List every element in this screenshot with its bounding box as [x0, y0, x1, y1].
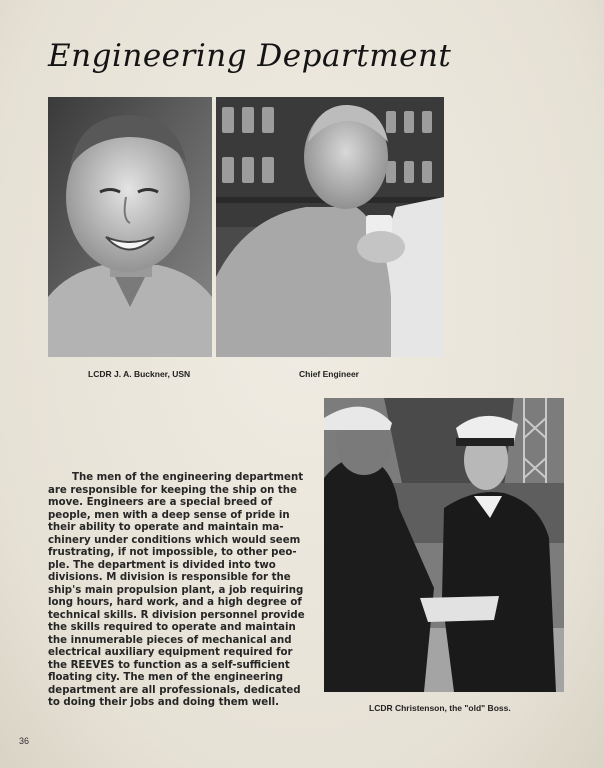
- photo-caption-christenson: LCDR Christenson, the "old" Boss.: [369, 703, 511, 713]
- body-line: the innumerable pieces of mechanical and: [48, 634, 292, 646]
- body-line: the skills required to operate and maintain: [48, 622, 296, 633]
- body-line: people, men with a deep sense of pride in: [48, 509, 290, 521]
- chief-engineer-photo: [216, 97, 444, 357]
- handshake-ceremony-photo: [324, 398, 564, 692]
- body-line: floating city. The men of the engineering: [48, 672, 284, 683]
- page-number: 36: [19, 736, 30, 746]
- body-line: divisions. M division is responsible for the: [48, 572, 291, 583]
- body-line: chinery under conditions which would seem: [48, 534, 301, 546]
- body-line: frustrating, if not impossible, to other peo-: [48, 547, 297, 558]
- portrait-photo-buckner: [48, 97, 212, 357]
- body-line: ship's main propulsion plant, a job requiring: [48, 584, 304, 596]
- page-title: Engineering Department: [48, 38, 452, 74]
- body-line: ple. The department is divided into two: [48, 559, 276, 571]
- body-line: are responsible for keeping the ship on the: [48, 484, 297, 496]
- body-line: technical skills. R division personnel provide: [48, 609, 305, 621]
- body-line: The men of the engineering department: [72, 472, 304, 483]
- body-line: electrical auxiliary equipment required for: [48, 647, 293, 658]
- body-line: long hours, hard work, and a high degree of: [48, 597, 302, 608]
- body-line: to doing their jobs and doing them well.: [48, 697, 279, 708]
- body-line: their ability to operate and maintain ma-: [48, 522, 284, 533]
- photo-caption-buckner: LCDR J. A. Buckner, USN: [88, 369, 191, 379]
- body-line: department are all professionals, dedicated: [48, 684, 301, 696]
- body-line: move. Engineers are a special breed of: [48, 497, 273, 508]
- department-description: [48, 472, 304, 710]
- photo-caption-chief-engineer: Chief Engineer: [299, 369, 359, 379]
- body-line: the REEVES to function as a self-sufficient: [48, 659, 290, 671]
